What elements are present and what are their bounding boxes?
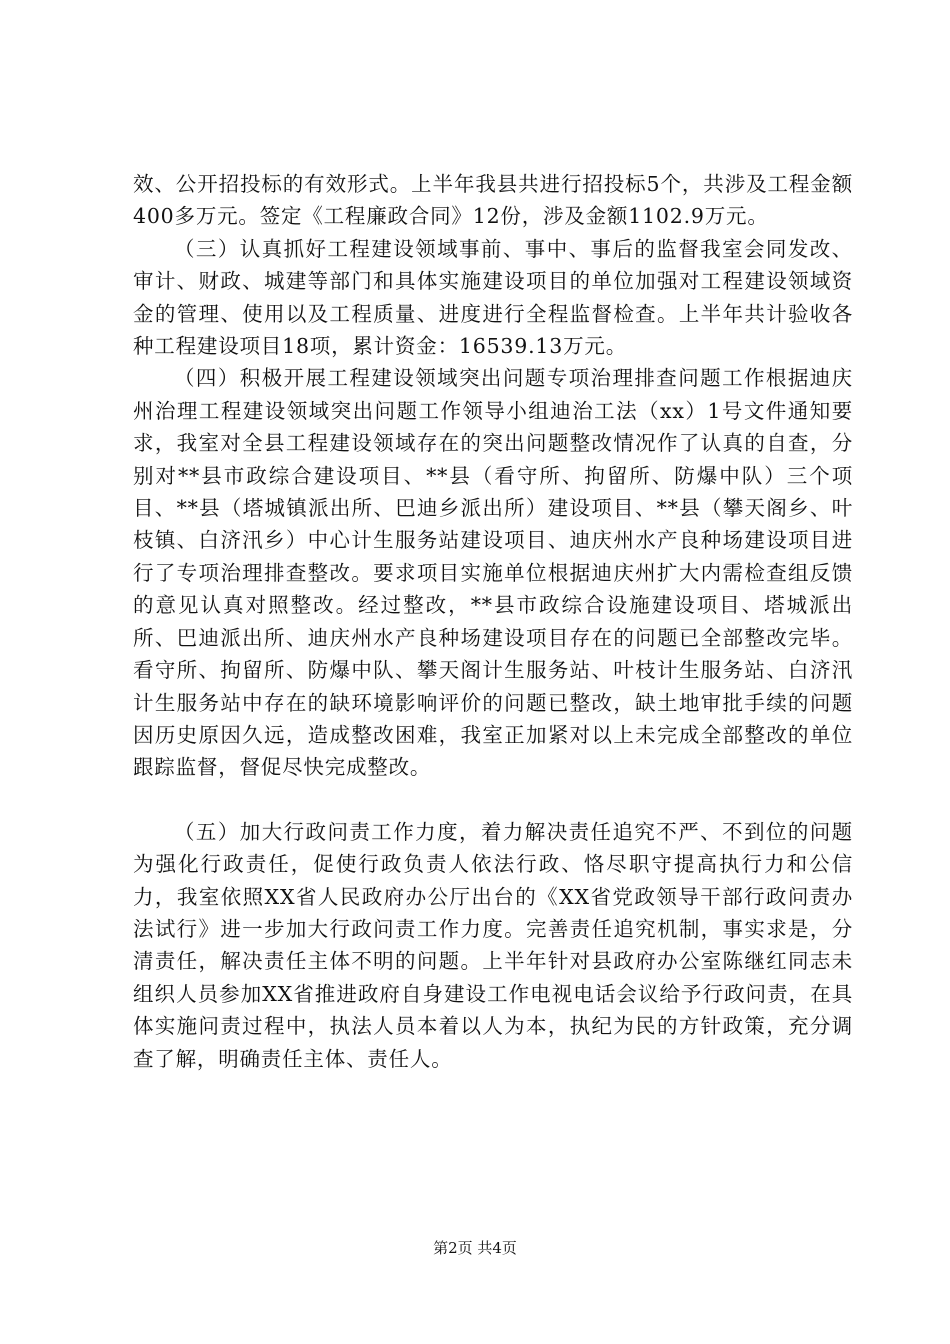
document-body <box>133 168 853 1075</box>
page-number-footer: 第2页 共4页 <box>433 1239 517 1257</box>
paragraph-continuation: 效、公开招投标的有效形式。上半年我县共进行招投标5个，共涉及工程金额400多万元。签定《工程廉政合同》12份，涉及金额1102.9万元。 <box>133 172 853 229</box>
paragraph-section-5: （五）加大行政问责工作力度，着力解决责任追究不严、不到位的问题为强化行政责任，促使行政负责人依法行政、恪尽职守提高执行力和公信力，我室依照XX省人民政府办公厅出台的《XX省党政领导干部行政问责办法试行》进一步加大行政问责工作力度。完善责任追究机制，事实求是，分清责任，解决责任主体不明的问题。上半年针对县政府办公室陈继红同志未组织人员参加XX省推进政府自身建设工作电视电话会议给予行政问责，在具体实施问责过程中，执法人员本着以人为本，执纪为民的方针政策，充分调查了解，明确责任主体、责任人。 <box>133 819 853 1071</box>
paragraph-section-3: （三）认真抓好工程建设领域事前、事中、事后的监督我室会同发改、审计、财政、城建等部门和具体实施建设项目的单位加强对工程建设领域资金的管理、使用以及工程质量、进度进行全程监督检查。上半年共计验收各种工程建设项目18项，累计资金：16539.13万元。 <box>133 236 853 359</box>
paragraph-section-4: （四）积极开展工程建设领域突出问题专项治理排查问题工作根据迪庆州治理工程建设领域突出问题工作领导小组迪治工法（xx）1号文件通知要求，我室对全县工程建设领域存在的突出问题整改情况作了认真的自查，分别对**县市政综合建设项目、**县（看守所、拘留所、防爆中队）三个项目、**县（塔城镇派出所、巴迪乡派出所）建设项目、**县（攀天阁乡、叶枝镇、白济汛乡）中心计生服务站建设项目、迪庆州水产良种场建设项目进行了专项治理排查整改。要求项目实施单位根据迪庆州扩大内需检查组反馈的意见认真对照整改。经过整改，**县市政综合设施建设项目、塔城派出所、巴迪派出所、迪庆州水产良种场建设项目存在的问题已全部整改完毕。看守所、拘留所、防爆中队、攀天阁计生服务站、叶枝计生服务站、白济汛计生服务站中存在的缺环境影响评价的问题已整改，缺土地审批手续的问题因历史原因久远，造成整改困难，我室正加紧对以上未完成全部整改的单位跟踪监督，督促尽快完成整改。 <box>133 366 853 780</box>
